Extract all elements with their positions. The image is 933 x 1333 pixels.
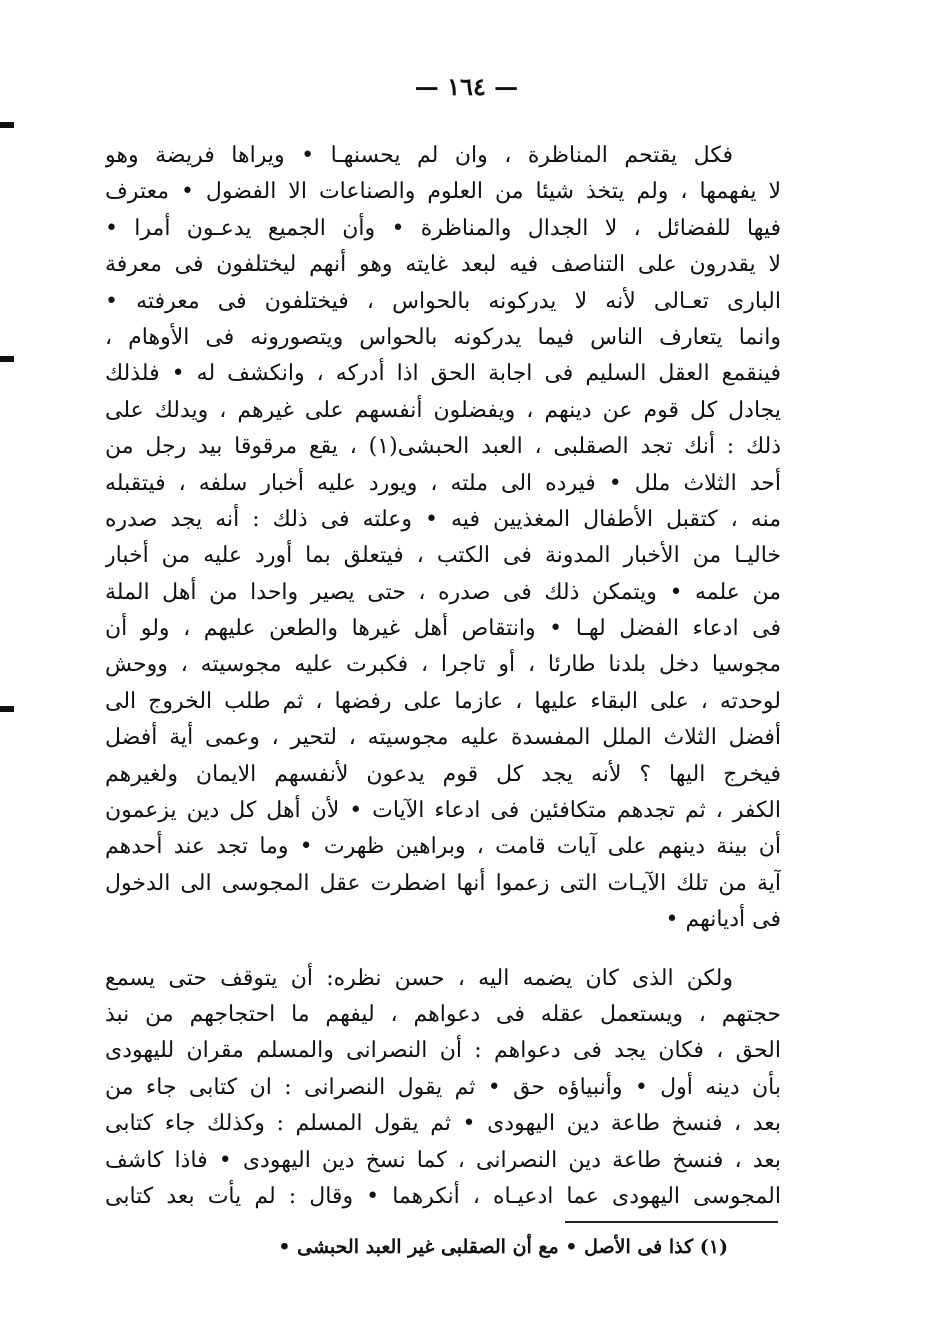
text-line: البارى تعـالى لأنه لا يدركونه بالحواس ، فيختلفون فى معرفته • [105,288,781,314]
paragraph-2 [105,961,781,1216]
text-line: فكل يقتحم المناظرة ، وان لم يحسنهـا • ويراها فريضة وهو [105,143,733,168]
body-text [105,138,781,1215]
text-line: لوحدته ، على البقاء عليها ، عازما على رفضها ، ثم طلب الخروج الى [105,688,781,714]
text-line: أحد الثلاث ملل • فيرده الى ملته ، ويورد عليه أخبار سلفه ، فيتقبله [105,470,781,496]
paragraph-1 [105,138,781,939]
footnote: (١) كذا فى الأصل • مع أن الصقلبى غير العبد الحبشى • [278,1236,728,1258]
scan-margin-mark [0,706,14,712]
text-line: مجوسيا دخل بلدنا طارئا ، أو تاجرا ، فكبرت عليه مجوسيته ، ووحش [105,652,781,678]
text-line: فى ادعاء الفضل لهـا • وانتقاص أهل غيرها والطعن عليهم ، ولو أن [105,616,781,642]
text-line: فى أديانهم • [665,907,781,933]
text-line: يجادل كل قوم عن دينهم ، ويفضلون أنفسهم على غيرهم ، ويدلك على [105,397,781,423]
text-line: الحق ، فكان يجد فى دعواهم : أن النصرانى والمسلم مقران لليهودى [105,1038,781,1064]
text-line: فيها للفضائل ، لا الجدال والمناظرة • وأن الجميع يدعـون أمرا • [105,215,781,241]
text-line: ولكن الذى كان يضمه اليه ، حسن نظره: أن يتوقف حتى يسمع [105,965,733,991]
text-line: وانما يتعارف الناس فيما يدركونه بالحواس ويتصورونه فى الأوهام ، [105,324,781,350]
text-line: أفضل الثلاث الملل المفسدة عليه مجوسيته ، لتحير ، وعمى أية أفضل [105,725,781,751]
text-line: لا يفهمها ، ولم يتخذ شيئا من العلوم والصناعات الا الفضول • معترف [105,179,781,205]
text-line: الكفر ، ثم تجدهم متكافئين فى ادعاء الآيات • لأن أهل كل دين يزعمون [105,798,781,824]
paragraph-gap [105,939,781,961]
text-line: المجوسى اليهودى عما ادعيـاه ، أنكرهما • وقال : لم يأت بعد كتابى [105,1183,781,1209]
text-line: منه ، كتقبل الأطفال المغذيين فيه • وعلته فى ذلك : أنه يجد صدره [105,506,781,532]
text-line: بعد ، فنسخ طاعة دين اليهودى • ثم يقول المسلم : وكذلك جاء كتابى [105,1111,781,1137]
text-line: أن بينة دينهم على آيات قامت ، وبراهين ظهرت • وما تجد عند أحدهم [105,834,781,860]
scan-margin-mark [0,122,14,128]
text-line: حجتهم ، ويستعمل عقله فى دعواهم ، ليفهم ما احتجاجهم من نبذ [105,1001,781,1027]
text-line: بعد ، فنسخ طاعة دين النصرانى ، كما نسخ دين اليهودى • فاذا كاشف [105,1147,781,1173]
text-line: بأن دينه أول • وأنبياؤه حق • ثم يقول النصرانى : ان كتابى جاء من [105,1074,781,1100]
text-line: آية من تلك الآيـات التى زعموا أنها اضطرت عقل المجوسى الى الدخول [105,870,781,896]
footnote-divider [565,1221,778,1223]
text-line: فينقمع العقل السليم فى اجابة الحق اذا أدركه ، وانكشف له • فلذلك [105,361,781,387]
page-number: — ١٦٤ — [414,72,519,101]
scan-margin-mark [0,356,14,362]
text-line: فيخرج اليها ؟ لأنه يجد كل قوم يدعون لأنفسهم الايمان ولغيرهم [105,761,781,787]
text-line: خاليـا من الأخبار المدونة فى الكتب ، فيتعلق بما أورد عليه من أخبار [105,543,781,569]
text-line: لا يقدرون على التناصف فيه لبعد غايته وهو أنهم ليختلفون فى معرفة [105,252,781,278]
text-line: من علمه • ويتمكن ذلك فى صدره ، حتى يصير واحدا من أهل الملة [105,579,781,605]
text-line: ذلك : أنك تجد الصقلبى ، العبد الحبشى(١) ، يقع مرقوقا بيد رجل من [105,434,781,460]
